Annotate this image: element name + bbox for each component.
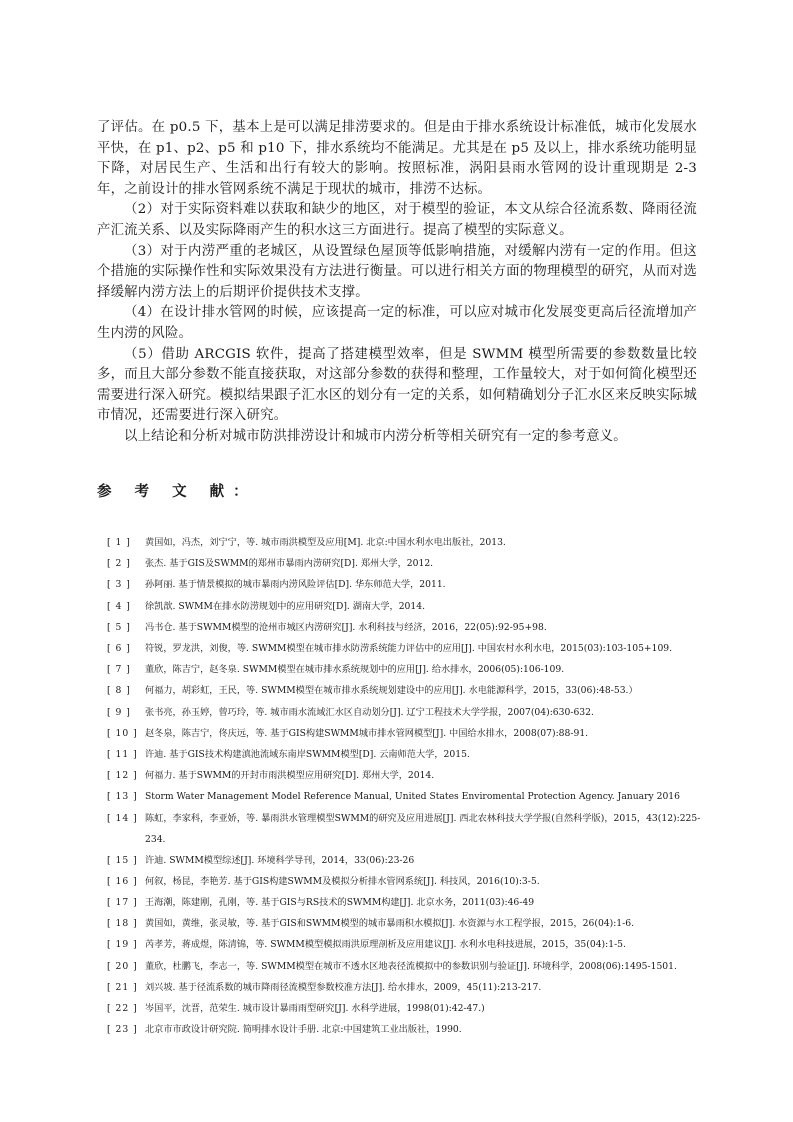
reference-item <box>107 744 707 765</box>
reference-list <box>107 532 707 1040</box>
reference-item <box>107 553 707 574</box>
paragraph: （2）对于实际资料难以获取和缺少的地区，对于模型的验证，本文从综合径流系数、降雨径流产汇流关系、以及实际降雨产生的积水这三方面进行。提高了模型的实际意义。 <box>97 202 697 238</box>
reference-number: [ 10 ] <box>107 727 138 739</box>
reference-number: [ 12 ] <box>107 770 138 782</box>
reference-text: 张书亮，孙玉婷，曾巧玲，等. 城市雨水流域汇水区自动划分[J]. 辽宁工程技术大学学报，2007(04):630-632. <box>145 706 594 718</box>
references-heading: 参 考 文 献： <box>97 484 257 500</box>
paragraph: （5）借助 ARCGIS 软件，提高了搭建模型效率，但是 SWMM 模型所需要的参数数量比较多，而且大部分参数不能直接获取，对这部分参数的获得和整理，工作量较大，对于如何简化模型还需要进行深入研究。模拟结果跟子汇水区的划分有一定的关系，如何精确划分子汇水区来反映实际城市情况，还需要进行深入研究。 <box>97 346 697 424</box>
reference-text: 陈虹，李家科，李亚娇，等. 暴雨洪水管理模型SWMM的研究及应用进展[J]. 西北农林科技大学学报(自然科学版)，2015，43(12):225-234. <box>145 812 701 845</box>
reference-text: 徐凯歆. SWMM在排水防涝规划中的应用研究[D]. 湖南大学，2014. <box>145 600 426 612</box>
reference-item <box>107 1019 707 1040</box>
reference-item <box>107 934 707 955</box>
reference-number: [ 19 ] <box>107 939 138 951</box>
reference-text: 黄国如，黄维，张灵敏，等. 基于GIS和SWMM模型的城市暴雨积水模拟[J]. 水资源与水工程学报，2015，26(04):1-6. <box>145 918 635 930</box>
reference-text: 赵冬泉，陈吉宁，佟庆远，等. 基于GIS构建SWMM城市排水管网模型[J]. 中国给水排水，2008(07):88-91. <box>145 727 589 739</box>
reference-text: 刘兴坡. 基于径流系数的城市降雨径流模型参数校准方法[J]. 给水排水，2009，45(11):213-217. <box>145 981 542 993</box>
paragraph: （4）在设计排水管网的时候，应该提高一定的标准，可以应对城市化发展变更高后径流增加产生内涝的风险。 <box>97 305 697 341</box>
reference-item <box>107 659 707 680</box>
reference-text: 孙阿丽. 基于情景模拟的城市暴雨内涝风险评估[D]. 华东师范大学，2011. <box>145 579 446 591</box>
paragraph: 了评估。在 p0.5 下，基本上是可以满足排涝要求的。但是由于排水系统设计标准低，城市化发展水平快，在 p1、p2、p5 和 p10 下，排水系统均不能满足。尤其是在 p5 及以上，排水系统功能明显下降，对居民生产、生活和出行有较大的影响。按照标准，涡阳县雨水管网的设计重现期是 2-3 年，之前设计的排水管网系统不满足于现状的城市，排涝不达标。 <box>97 120 697 197</box>
reference-text: 何福力，胡彩虹，王民，等. SWMM模型在城市排水系统规划建设中的应用[J]. 水电能源科学，2015，33(06):48-53.） <box>145 685 638 697</box>
reference-item <box>107 977 707 998</box>
reference-number: [ 3 ] <box>107 579 131 591</box>
reference-number: [ 14 ] <box>107 812 138 824</box>
reference-item <box>107 808 707 850</box>
paragraph: （3）对于内涝严重的老城区，从设置绿色屋顶等低影响措施，对缓解内涝有一定的作用。但这个措施的实际操作性和实际效果没有方法进行衡量。可以进行相关方面的物理模型的研究，从而对选择缓解内涝方法上的后期评价提供技术支撑。 <box>97 243 697 300</box>
reference-text: 王海潮，陈建刚，孔刚，等. 基于GIS与RS技术的SWMM构建[J]. 北京水务，2011(03):46-49 <box>145 897 535 909</box>
reference-number: [ 5 ] <box>107 621 131 633</box>
reference-item <box>107 680 707 701</box>
reference-item <box>107 723 707 744</box>
reference-number: [ 2 ] <box>107 558 131 570</box>
reference-item <box>107 998 707 1019</box>
reference-text: 岑国平，沈晋，范荣生. 城市设计暴雨雨型研究[J]. 水科学进展，1998(01):42-47.) <box>145 1003 485 1015</box>
reference-text: 北京市市政设计研究院. 简明排水设计手册. 北京:中国建筑工业出版社，1990. <box>145 1024 462 1036</box>
reference-item <box>107 956 707 977</box>
reference-item <box>107 913 707 934</box>
reference-number: [ 8 ] <box>107 685 131 697</box>
reference-text: 符锐，罗龙洪，刘俊，等. SWMM模型在城市排水防涝系统能力评估中的应用[J]. 中国农村水利水电，2015(03):103-105+109. <box>145 643 673 655</box>
reference-number: [ 18 ] <box>107 918 138 930</box>
reference-text: 何叙，杨昆，李艳芳. 基于GIS构建SWMM及模拟分析排水管网系统[J]. 科技风，2016(10):3-5. <box>145 875 540 887</box>
reference-item <box>107 786 707 807</box>
reference-item <box>107 850 707 871</box>
reference-number: [ 17 ] <box>107 897 138 909</box>
reference-item <box>107 596 707 617</box>
paragraph: 以上结论和分析对城市防洪排涝设计和城市内涝分析等相关研究有一定的参考意义。 <box>124 428 627 444</box>
reference-text: 董欣，陈吉宁，赵冬泉. SWMM模型在城市排水系统规划中的应用[J]. 给水排水，2006(05):106-109. <box>145 664 565 676</box>
reference-text: 许迪. SWMM模型综述[J]. 环境科学导刊，2014，33(06):23-26 <box>145 854 415 866</box>
reference-item <box>107 765 707 786</box>
reference-text: 张杰. 基于GIS及SWMM的郑州市暴雨内涝研究[D]. 郑州大学，2012. <box>145 558 434 570</box>
reference-text: 黄国如，冯杰，刘宁宁，等. 城市雨洪模型及应用[M]. 北京:中国水利水电出版社，2013. <box>145 537 506 548</box>
reference-text: 冯书仓. 基于SWMM模型的沧州市城区内涝研究[J]. 水利科技与经济，2016，22(05):92-95+98. <box>145 621 547 633</box>
reference-number: [ 6 ] <box>107 643 131 655</box>
reference-number: [ 4 ] <box>107 600 131 612</box>
reference-item <box>107 638 707 659</box>
reference-number: [ 16 ] <box>107 875 138 887</box>
reference-text: 芮孝芳，蒋成煜，陈清锦，等. SWMM模型模拟雨洪原理剖析及应用建议[J]. 水利水电科技进展，2015，35(04):1-5. <box>145 939 626 951</box>
reference-item <box>107 892 707 913</box>
reference-item <box>107 532 707 553</box>
reference-number: [ 11 ] <box>107 749 138 761</box>
reference-number: [ 22 ] <box>107 1003 138 1015</box>
reference-text: 何福力. 基于SWMM的开封市雨洪模型应用研究[D]. 郑州大学，2014. <box>145 770 435 782</box>
reference-item <box>107 871 707 892</box>
reference-item <box>107 702 707 723</box>
reference-item <box>107 574 707 595</box>
conclusion-body <box>97 118 697 448</box>
reference-number: [ 1 ] <box>107 537 131 548</box>
reference-number: [ 21 ] <box>107 981 138 993</box>
reference-text: 许迪. 基于GIS技术构建滇池流域东南岸SWMM模型[D]. 云南师范大学，2015. <box>145 749 470 761</box>
reference-number: [ 9 ] <box>107 706 131 718</box>
reference-number: [ 20 ] <box>107 960 138 972</box>
reference-item <box>107 617 707 638</box>
reference-number: [ 7 ] <box>107 664 131 676</box>
reference-text: 董欣，杜鹏飞，李志一，等. SWMM模型在城市不透水区地表径流模拟中的参数识别与验证[J]. 环境科学，2008(06):1495-1501. <box>145 960 677 972</box>
reference-text: Storm Water Management Model Reference Manual, United States Enviromental Protection Agency. January 2016 <box>145 791 681 803</box>
reference-number: [ 23 ] <box>107 1024 138 1036</box>
reference-number: [ 15 ] <box>107 854 138 866</box>
reference-number: [ 13 ] <box>107 791 138 803</box>
